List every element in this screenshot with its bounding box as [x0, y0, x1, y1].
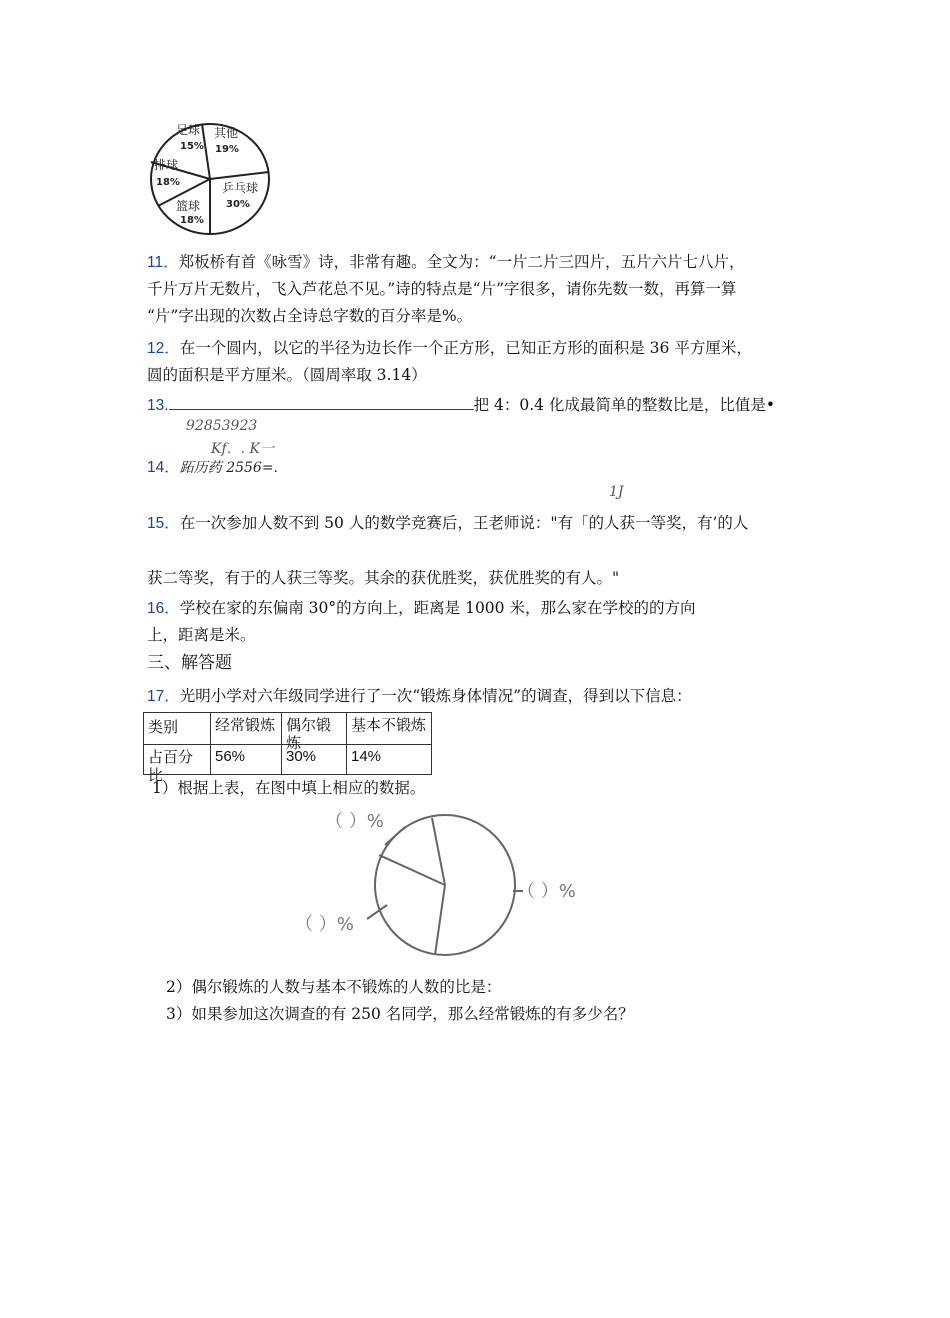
pie-divider	[432, 818, 445, 885]
q11-text-3: “片”字出现的次数占全诗总字数的百分率是%。	[147, 307, 473, 325]
table-row	[144, 745, 432, 775]
ocr-fragment: 1J	[609, 484, 624, 500]
answer-blank	[169, 395, 474, 410]
q13-number: 13.	[147, 397, 169, 414]
table-header-cell: 经常锻炼	[211, 713, 282, 745]
slice-label: 篮球	[176, 199, 201, 213]
table-header-cell: 偶尔锻炼	[282, 713, 347, 745]
slice-percent: 18%	[156, 177, 180, 188]
slice-label: 排球	[154, 158, 179, 172]
q12-number: 12．	[147, 340, 180, 357]
percent-blank-label: （ ）%	[325, 811, 384, 832]
q12-line-1	[147, 337, 752, 360]
q12-text-2: 圆的面积是平方厘米。（圆周率取 3.14）	[147, 366, 427, 384]
table-cell: 占百分比	[144, 745, 211, 775]
table-cell: 30%	[282, 745, 347, 775]
leader-line	[385, 827, 405, 845]
table-header-cell: 基本不锻炼	[347, 713, 432, 745]
q11-text-1: 郑板桥有首《咏雪》诗，非常有趣。全文为：“一片二片三四片，五片六片七八片，	[178, 253, 745, 271]
q15-text-2: 获二等奖，有于的人获三等奖。其余的获优胜奖，获优胜奖的有人。"	[147, 569, 620, 587]
slice-percent: 15%	[180, 141, 204, 152]
leader-line	[367, 905, 387, 919]
sports-pie-chart	[148, 120, 274, 238]
q11-number: 11．	[147, 254, 179, 271]
section-heading: 三、解答题	[147, 653, 232, 673]
ocr-fragment: 92853923	[186, 418, 258, 434]
percent-blank-label: （ ）%	[295, 914, 354, 935]
q13-text: 把 4：0.4 化成最简单的整数比是，比值是•	[473, 396, 776, 414]
q16-number: 16．	[147, 600, 180, 617]
slice-label: 足球	[176, 123, 201, 137]
q15-line-1	[147, 512, 748, 535]
q17-sub-1: 1）根据上表，在图中填上相应的数据。	[152, 779, 426, 797]
q14-text: 跖历药 2556=.	[179, 460, 279, 476]
slice-percent: 30%	[226, 199, 250, 210]
q13-line	[147, 394, 775, 417]
q14-line	[147, 456, 278, 479]
survey-table	[143, 712, 432, 784]
percent-blank-label: （ ）%	[517, 881, 576, 902]
pie-divider	[379, 855, 445, 885]
q16-text-1: 学校在家的东偏南 30°的方向上，距离是 1000 米，那么家在学校的的方向	[179, 599, 696, 617]
q17-number: 17．	[147, 688, 180, 705]
q12-text-1: 在一个圆内，以它的半径为边长作一个正方形，已知正方形的面积是 36 平方厘米，	[179, 339, 752, 357]
slice-label: 其他	[214, 126, 239, 140]
slice-label: 乒乓球	[222, 181, 259, 195]
q16-text-2: 上，距离是米。	[147, 626, 256, 644]
q17-line	[147, 685, 692, 708]
pie-divider	[435, 885, 445, 955]
q11-line-1	[147, 251, 745, 274]
slice-percent: 19%	[215, 144, 239, 155]
q17-text: 光明小学对六年级同学进行了一次“锻炼身体情况”的调查，得到以下信息：	[179, 687, 692, 705]
slice-percent: 18%	[180, 215, 204, 226]
q11-text-2: 千片万片无数片，飞入芦花总不见。”诗的特点是“片”字很多，请你先数一数，再算一算	[147, 280, 737, 298]
answer-pie-chart	[295, 805, 605, 965]
q15-number: 15．	[147, 515, 180, 532]
q16-line-1	[147, 597, 695, 620]
table-cell: 14%	[347, 745, 432, 775]
ocr-fragment: Kf．. K一	[211, 441, 274, 457]
q17-sub-3: 3）如果参加这次调查的有 250 名同学，那么经常锻炼的有多少名？	[166, 1005, 634, 1023]
table-header-row	[144, 713, 432, 745]
q14-number: 14．	[147, 459, 180, 476]
q17-sub-2: 2）偶尔锻炼的人数与基本不锻炼的人数的比是：	[166, 978, 502, 996]
q15-text-1: 在一次参加人数不到 50 人的数学竞赛后，王老师说："有「的人获一等奖，有’的人	[179, 514, 749, 532]
table-header-cell: 类别	[144, 713, 211, 745]
table-cell: 56%	[211, 745, 282, 775]
